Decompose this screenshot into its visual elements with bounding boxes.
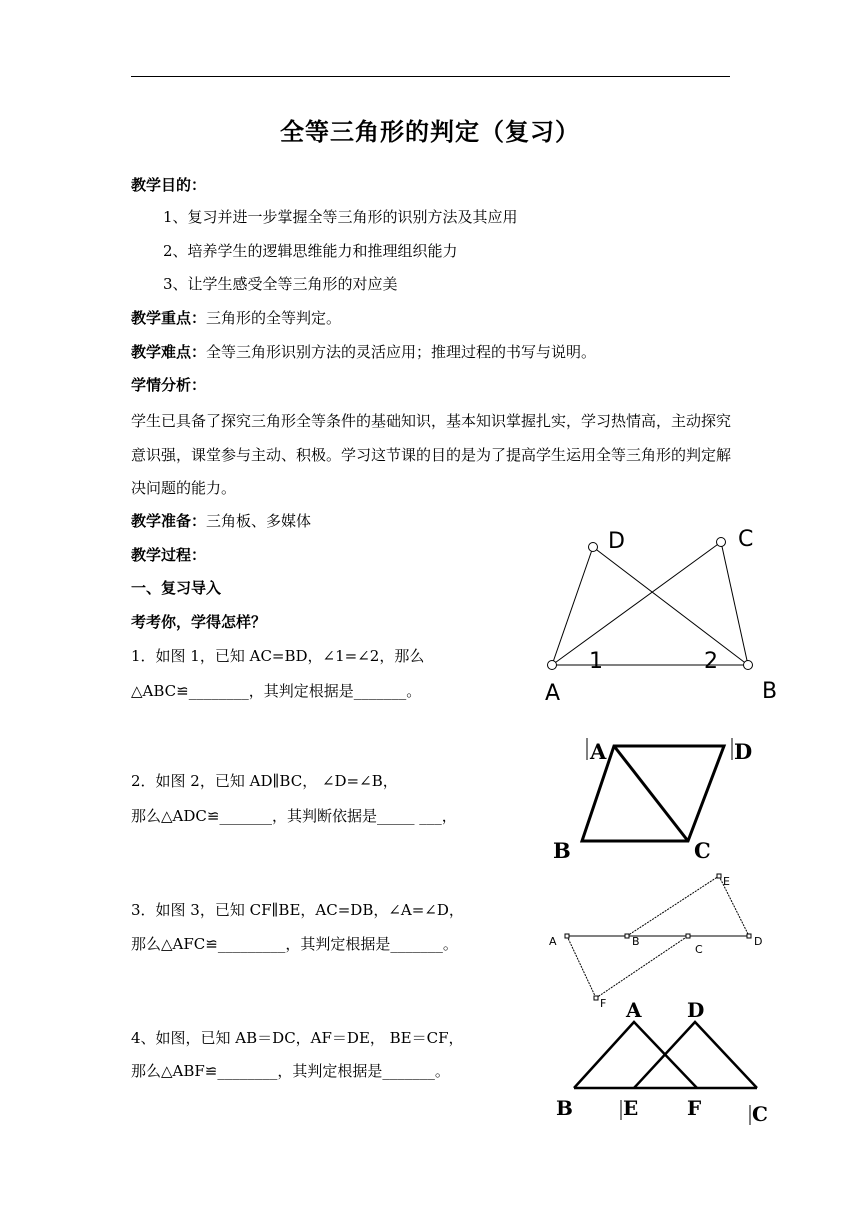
figure-3-label-f: F (600, 997, 607, 1010)
question-1-line-2: △ABC≌________，其判定根据是_______。 (131, 682, 422, 700)
figure-1-label-a: A (545, 681, 561, 706)
figure-4-label-b: B (556, 1096, 573, 1120)
analysis-paragraph: 学生已具备了探究三角形全等条件的基础知识，基本知识掌握扎实，学习热情高，主动探究意识强，课堂参与主动、积极。学习这节课的目的是为了提高学生运用全等三角形的判定解决问题的能力。 (131, 412, 732, 497)
figure-3-vertices (565, 874, 751, 1000)
question-3-line-2: 那么△AFC≌_________，其判定根据是_______。 (131, 935, 458, 953)
figure-4-label-d: D (687, 998, 705, 1022)
figure-3-label-d: D (754, 935, 763, 948)
figure-1-label-b: B (762, 679, 778, 704)
quiz-heading: 考考你，学得怎样？ (131, 613, 267, 631)
figure-3-label-c: C (695, 943, 703, 956)
difficulty-label: 教学难点： (131, 343, 207, 361)
figure-3-label-b: B (632, 935, 640, 948)
figure-2-label-b: B (553, 838, 571, 863)
focus-label: 教学重点： (131, 309, 207, 327)
question-4-line-2: 那么△ABF≌________，其判定根据是_______。 (131, 1062, 450, 1080)
preparation-label: 教学准备： (131, 512, 207, 530)
figure-4-lines (574, 1022, 757, 1088)
focus-text: 三角形的全等判定。 (206, 309, 342, 327)
preparation-line (131, 511, 311, 531)
figure-2-label-c: C (694, 838, 711, 863)
difficulty-text: 全等三角形识别方法的灵活应用；推理过程的书写与说明。 (206, 343, 597, 361)
header-rule (131, 76, 730, 77)
figure-1-label-d: D (608, 529, 625, 554)
objective-item-1: 1、复习并进一步掌握全等三角形的识别方法及其应用 (163, 208, 518, 226)
question-2-line-1: 2．如图 2，已知 AD∥BC， ∠D=∠B， (131, 772, 398, 790)
figure-2-label-d: D (734, 739, 753, 764)
figure-3-label-a: A (549, 935, 557, 948)
figure-1-lines (552, 542, 748, 665)
figure-1-label-1: 1 (589, 649, 603, 674)
objective-item-3: 3、让学生感受全等三角形的对应美 (163, 275, 398, 293)
page-title: 全等三角形的判定（复习） (280, 118, 580, 146)
section-heading-review: 一、复习导入 (131, 579, 222, 597)
focus-line (131, 308, 341, 328)
figure-3-label-e: E (723, 875, 730, 888)
figure-2-label-a: A (590, 739, 607, 764)
preparation-text: 三角板、多媒体 (206, 512, 312, 530)
question-1-line-1: 1．如图 1，已知 AC=BD，∠1=∠2，那么 (131, 647, 425, 665)
figure-1-label-2: 2 (704, 649, 718, 674)
objective-item-2: 2、培养学生的逻辑思维能力和推理组织能力 (163, 242, 458, 260)
question-2-line-2: 那么△ADC≌_______，其判断依据是_____ ___， (131, 807, 457, 825)
figure-4-label-e: E (623, 1096, 639, 1120)
question-3-line-1: 3．如图 3，已知 CF∥BE，AC=DB，∠A=∠D， (131, 901, 464, 919)
process-heading: 教学过程： (131, 546, 207, 564)
analysis-heading: 学情分析： (131, 376, 207, 394)
figure-3-lines (567, 876, 749, 998)
figure-4-label-a: A (626, 998, 642, 1022)
objectives-heading: 教学目的： (131, 176, 207, 194)
figure-2-lines (582, 746, 724, 841)
question-4-line-1: 4、如图，已知 AB＝DC，AF＝DE， BE＝CF， (131, 1029, 464, 1047)
figure-4-label-c: C (752, 1102, 768, 1126)
figure-1-vertices (548, 538, 753, 670)
figure-4-label-f: F (687, 1096, 702, 1120)
difficulty-line (131, 342, 596, 362)
figure-1-label-c: C (738, 527, 754, 552)
